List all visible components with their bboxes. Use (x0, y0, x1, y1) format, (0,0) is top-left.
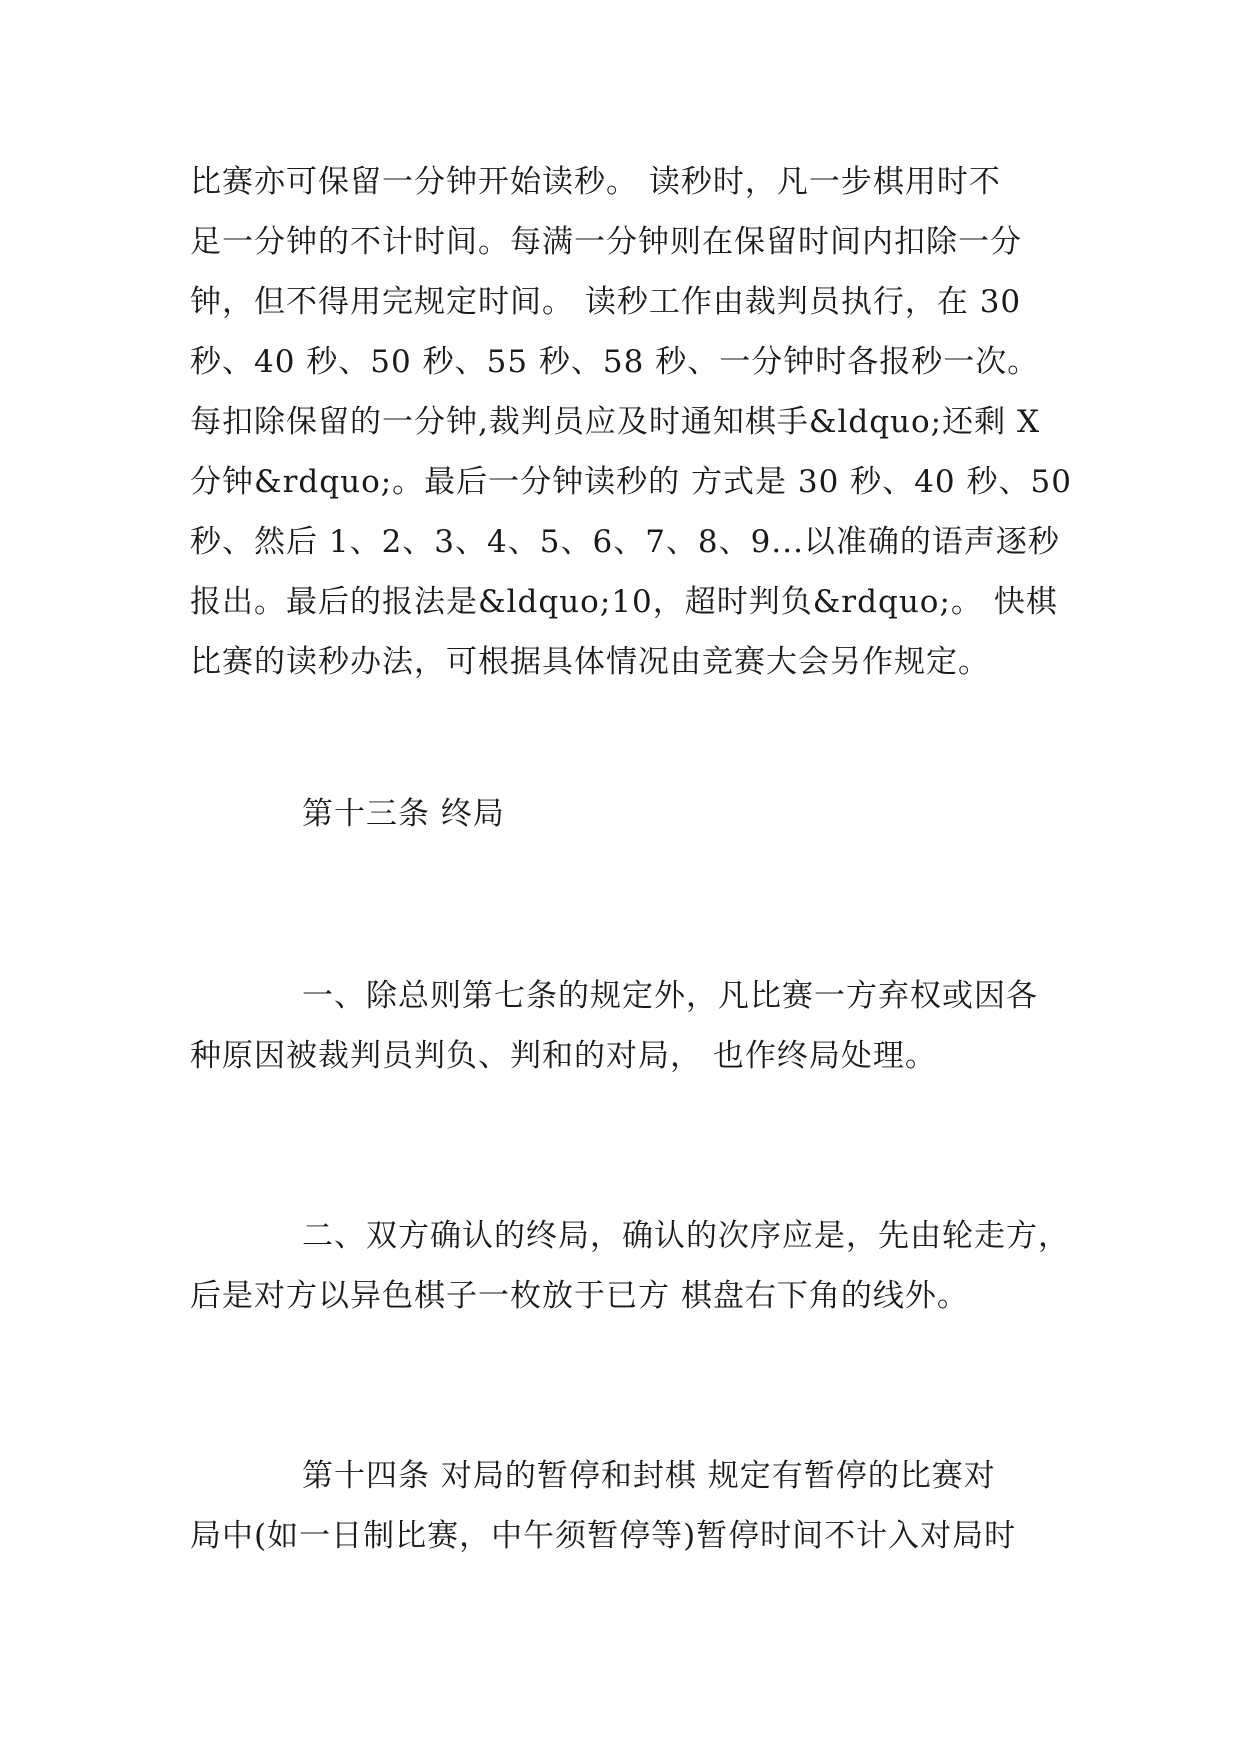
text-line: 第十四条 对局的暂停和封棋 规定有暂停的比赛对 (302, 1458, 996, 1494)
text-line: 每扣除保留的一分钟,裁判员应及时通知棋手&ldquo;还剩 X (190, 404, 1041, 440)
paragraph-end-clause-2 (190, 1206, 1070, 1326)
text-line: 报出。最后的报法是&ldquo;10，超时判负&rdquo;。 快棋 (190, 584, 1058, 620)
text-line: 秒、然后 1、2、3、4、5、6、7、8、9...以准确的语声逐秒 (190, 524, 1060, 560)
paragraph-article-14 (190, 1446, 1060, 1566)
text-line: 比赛的读秒办法，可根据具体情况由竞赛大会另作规定。 (190, 644, 990, 680)
text-line: 二、双方确认的终局，确认的次序应是，先由轮走方， (302, 1218, 1070, 1254)
text-line: 种原因被裁判员判负、判和的对局， 也作终局处理。 (190, 1038, 937, 1074)
text-line: 分钟&rdquo;。最后一分钟读秒的 方式是 30 秒、40 秒、50 (190, 464, 1072, 500)
text-line: 局中(如一日制比赛，中午须暂停等)暂停时间不计入对局时 (190, 1518, 1017, 1554)
heading-text: 第十三条 终局 (302, 796, 505, 832)
paragraph-reading-seconds (190, 152, 1072, 692)
text-line: 钟，但不得用完规定时间。 读秒工作由裁判员执行，在 30 (190, 284, 1022, 320)
text-line: 比赛亦可保留一分钟开始读秒。 读秒时，凡一步棋用时不 (190, 164, 1001, 200)
paragraph-end-clause-1 (190, 966, 1060, 1086)
article-13-heading (190, 784, 1060, 844)
text-line: 秒、40 秒、50 秒、55 秒、58 秒、一分钟时各报秒一次。 (190, 344, 1040, 380)
text-line: 后是对方以异色棋子一枚放于已方 棋盘右下角的线外。 (190, 1278, 969, 1314)
text-line: 一、除总则第七条的规定外，凡比赛一方弃权或因各 (302, 978, 1038, 1014)
text-line: 足一分钟的不计时间。每满一分钟则在保留时间内扣除一分 (190, 224, 1022, 260)
